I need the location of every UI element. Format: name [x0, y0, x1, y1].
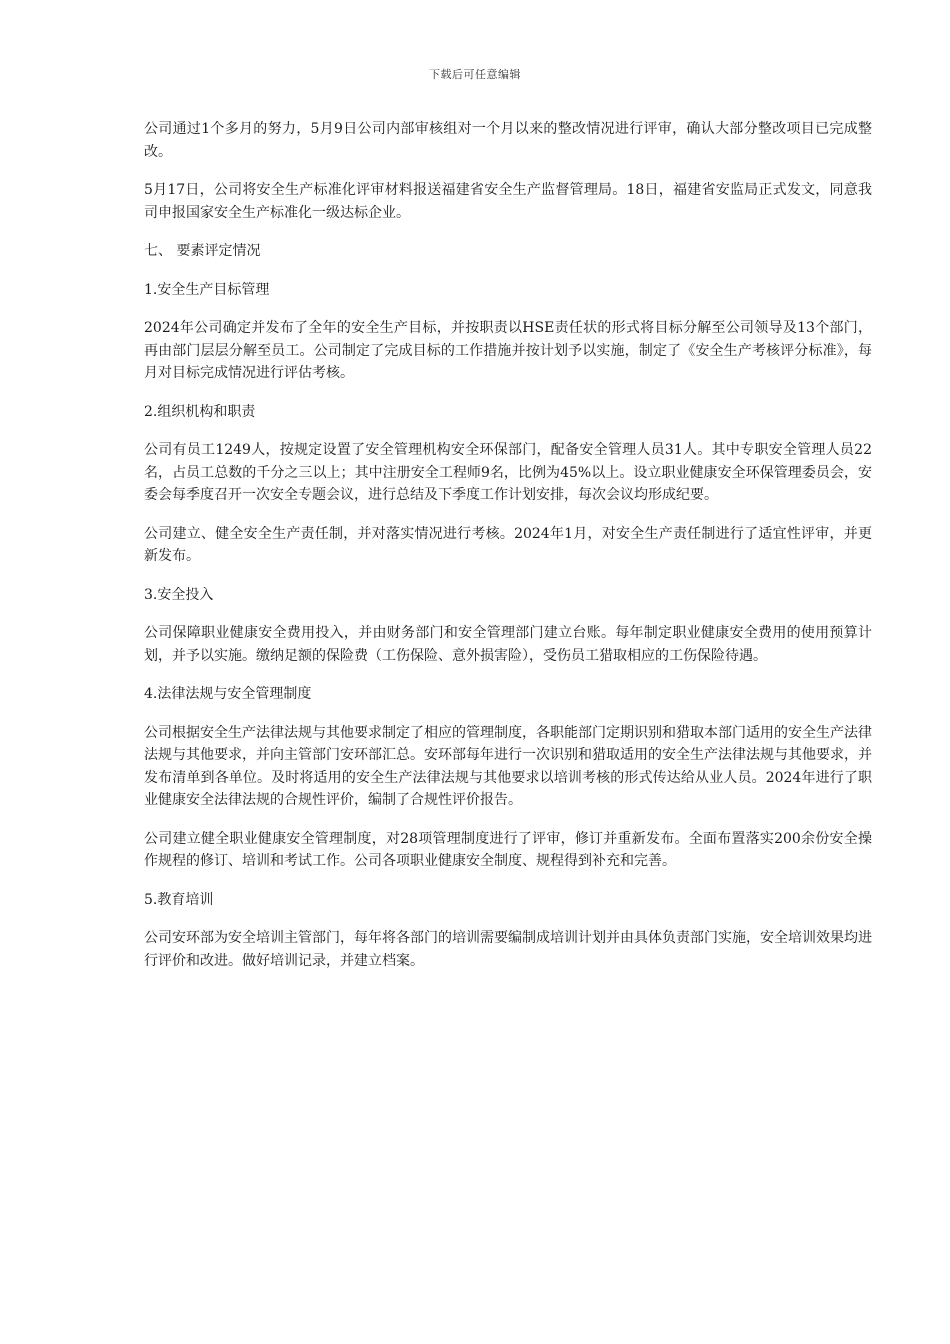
subheading-education-training: 5.教育培训 — [144, 891, 214, 908]
subheading-safety-goal-management: 1.安全生产目标管理 — [144, 281, 270, 298]
paragraph-organization-staff: 公司有员工1249人，按规定设置了安全管理机构安全环保部门，配备安全管理人员31人。其中专职安全管理人员22名，占员工总数的千分之三以上；其中注册安全工程师9名，比例为45%以上。设立职业健康安全环保管理委员会，安委会每季度召开一次安全专题会议，进行总结及下季度工作计划安排，每次会议均形成纪要。 — [144, 442, 872, 503]
paragraph-safety-goals: 2024年公司确定并发布了全年的安全生产目标，并按职责以HSE责任状的形式将目标分解至公司领导及13个部门，再由部门层层分解至员工。公司制定了完成目标的工作措施并按计划予以实施，制定了《安全生产考核评分标准》，每月对目标完成情况进行评估考核。 — [144, 320, 872, 381]
section-heading-element-evaluation: 七、 要素评定情况 — [144, 243, 261, 259]
paragraph-management-system: 公司建立健全职业健康安全管理制度，对28项管理制度进行了评审，修订并重新发布。全面布置落实200余份安全操作规程的修订、培训和考试工作。公司各项职业健康安全制度、规程得到补充和完善。 — [144, 830, 872, 869]
paragraph-safety-investment: 公司保障职业健康安全费用投入，并由财务部门和安全管理部门建立台账。每年制定职业健康安全费用的使用预算计划，并予以实施。缴纳足额的保险费（工伤保险、意外损害险），受伤员工猎取相应的工伤保险待遇。 — [144, 625, 872, 664]
subheading-organization-duties: 2.组织机构和职责 — [144, 403, 256, 420]
paragraph-rectification-review: 公司通过1个多月的努力，5月9日公司内部审核组对一个月以来的整改情况进行评审，确认大部分整改项目已完成整改。 — [144, 121, 872, 160]
subheading-safety-investment: 3.安全投入 — [144, 586, 214, 603]
page-header-note: 下载后可任意编辑 — [429, 68, 521, 81]
document-body — [144, 118, 872, 988]
paragraph-training: 公司安环部为安全培训主管部门，每年将各部门的培训需要编制成培训计划并由具体负责部门实施，安全培训效果均进行评价和改进。做好培训记录，并建立档案。 — [144, 930, 872, 969]
paragraph-responsibility-system: 公司建立、健全安全生产责任制，并对落实情况进行考核。2024年1月，对安全生产责任制进行了适宜性评审，并更新发布。 — [144, 525, 872, 564]
subheading-laws-regulations: 4.法律法规与安全管理制度 — [144, 686, 312, 702]
paragraph-submission-approval: 5月17日，公司将安全生产标准化评审材料报送福建省安全生产监督管理局。18日，福建省安监局正式发文，同意我司申报国家安全生产标准化一级达标企业。 — [144, 182, 872, 221]
paragraph-laws-identification: 公司根据安全生产法律法规与其他要求制定了相应的管理制度，各职能部门定期识别和猎取本部门适用的安全生产法律法规与其他要求，并向主管部门安环部汇总。安环部每年进行一次识别和猎取适用的安全生产法律法规与其他要求，并发布清单到各单位。及时将适用的安全生产法律法规与其他要求以培训考核的形式传达给从业人员。2024年进行了职业健康安全法律法规的合规性评价，编制了合规性评价报告。 — [144, 724, 872, 808]
